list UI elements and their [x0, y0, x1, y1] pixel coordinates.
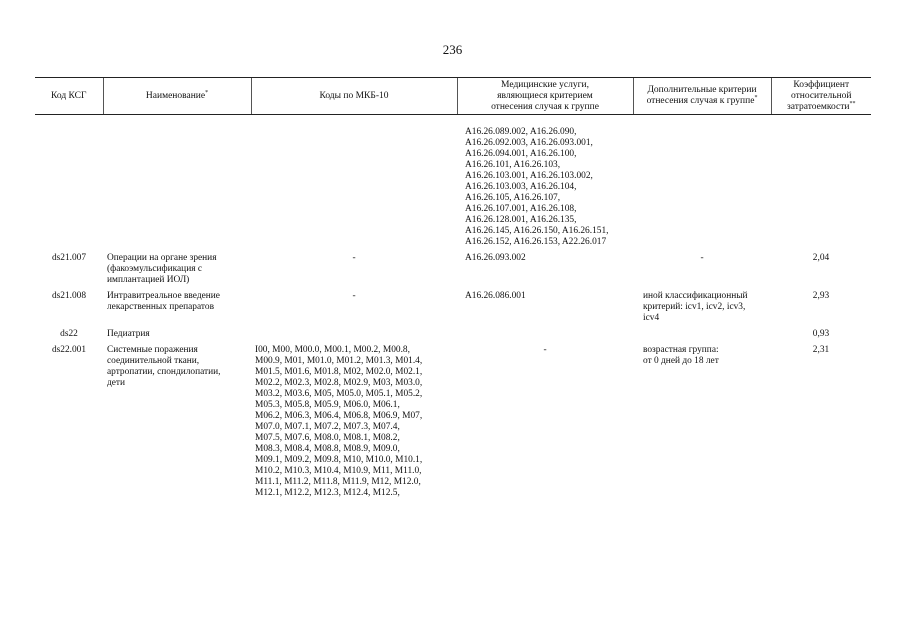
cell-extra: [633, 248, 771, 286]
cell-services: [457, 115, 633, 249]
cell-name-line: Интравитреальное введение: [107, 291, 220, 301]
header-extra: [633, 78, 771, 115]
table-body: [35, 115, 871, 500]
cell-name-line: (факоэмульсификация с: [107, 264, 203, 274]
cell-coef: 2,93: [812, 291, 830, 301]
cell-extra-line: icv4: [643, 313, 660, 323]
cell-name: [103, 286, 251, 324]
table-row: [35, 115, 871, 249]
footnote-mark: *: [754, 94, 758, 101]
cell-mkb-line: M01.5, M01.6, M01.8, M02, M02.0, M02.1,: [255, 367, 423, 377]
cell-extra: [633, 115, 771, 249]
cell-coef: 2,04: [812, 253, 830, 263]
cell-name-line: Системные поражения: [107, 345, 198, 355]
cell-name: [103, 340, 251, 499]
cell-extra-line: иной классификационный: [643, 291, 748, 301]
cell-coef: [771, 115, 871, 249]
cell-name-line: Педиатрия: [107, 329, 150, 339]
header-coef-line: затратоемкости**: [787, 100, 856, 112]
cell-extra: [633, 340, 771, 499]
cell-services: [457, 324, 633, 340]
footnote-mark: **: [849, 100, 856, 107]
cell-code: ds21.007: [51, 253, 87, 263]
header-services-line: являющиеся критерием: [497, 90, 593, 101]
cell-name: [103, 324, 251, 340]
ksg-table: [35, 77, 871, 499]
cell-extra: [633, 324, 771, 340]
cell-mkb-line: M11.1, M11.2, M11.8, M11.9, M12, M12.0,: [255, 477, 421, 487]
cell-extra-line: от 0 дней до 18 лет: [643, 356, 719, 366]
cell-services-line: A16.26.103.003, A16.26.104,: [465, 182, 577, 192]
cell-services-line: A16.26.093.002: [465, 253, 526, 263]
cell-coef: 2,31: [812, 345, 830, 355]
cell-services-line: A16.26.103.001, A16.26.103.002,: [465, 171, 593, 181]
cell-code: ds22: [60, 329, 78, 339]
cell-services: [457, 286, 633, 324]
cell-mkb-line: M10.2, M10.3, M10.4, M10.9, M11, M11.0,: [255, 466, 422, 476]
cell-mkb: [251, 286, 457, 324]
page-number: 236: [442, 42, 463, 57]
cell-extra-line: возрастная группа:: [643, 345, 719, 355]
cell-services-line: A16.26.086.001: [465, 291, 526, 301]
header-mkb: Коды по МКБ-10: [251, 78, 457, 115]
cell-extra-line: -: [700, 253, 704, 263]
cell-services: [457, 248, 633, 286]
cell-mkb-line: -: [352, 291, 356, 301]
cell-mkb-line: M03.2, M03.6, M05, M05.0, M05.1, M05.2,: [255, 389, 423, 399]
cell-services-line: A16.26.094.001, A16.26.100,: [465, 149, 577, 159]
cell-services-line: -: [543, 345, 547, 355]
cell-extra-line: критерий: icv1, icv2, icv3,: [643, 302, 746, 312]
cell-mkb-line: M09.1, M09.2, M09.8, M10, M10.0, M10.1,: [255, 455, 423, 465]
cell-services: [457, 340, 633, 499]
cell-services-line: A16.26.107.001, A16.26.108,: [465, 204, 577, 214]
table-header-row: [35, 78, 871, 115]
cell-code: ds22.001: [51, 345, 87, 355]
cell-services-line: A16.26.089.002, A16.26.090,: [465, 127, 577, 137]
header-code: Код КСГ: [35, 78, 103, 115]
header-coef: [771, 78, 871, 115]
cell-name-line: дети: [107, 378, 126, 388]
cell-name-line: имплантацией ИОЛ): [107, 275, 190, 285]
cell-mkb-line: M00.9, M01, M01.0, M01.2, M01.3, M01.4,: [255, 356, 423, 366]
header-services-line: отнесения случая к группе: [491, 101, 599, 112]
cell-extra: [633, 286, 771, 324]
cell-mkb-line: M06.2, M06.3, M06.4, M06.8, M06.9, M07,: [255, 411, 423, 421]
cell-mkb-line: M02.2, M02.3, M02.8, M02.9, M03, M03.0,: [255, 378, 423, 388]
cell-name-line: Операции на органе зрения: [107, 253, 217, 263]
cell-mkb-line: M05.3, M05.8, M05.9, M06.0, M06.1,: [255, 400, 400, 410]
header-name: Наименование*: [103, 78, 251, 115]
cell-mkb-line: M07.5, M07.6, M08.0, M08.1, M08.2,: [255, 433, 400, 443]
cell-services-line: A16.26.128.001, A16.26.135,: [465, 215, 577, 225]
cell-mkb-line: I00, M00, M00.0, M00.1, M00.2, M00.8,: [255, 345, 410, 355]
cell-name-line: соединительной ткани,: [107, 356, 200, 366]
cell-mkb-line: M12.1, M12.2, M12.3, M12.4, M12.5,: [255, 488, 400, 498]
cell-coef: 0,93: [812, 329, 830, 339]
table-row: [35, 286, 871, 324]
cell-name-line: лекарственных препаратов: [107, 302, 214, 312]
header-coef-line: относительной: [790, 90, 852, 101]
table-row: [35, 340, 871, 499]
cell-name-line: артропатии, спондилопатии,: [107, 367, 221, 377]
cell-name: [103, 115, 251, 249]
cell-services-line: A16.26.092.003, A16.26.093.001,: [465, 138, 593, 148]
cell-services-line: A16.26.145, A16.26.150, A16.26.151,: [465, 226, 609, 236]
cell-code: ds21.008: [51, 291, 87, 301]
cell-mkb-line: M08.3, M08.4, M08.8, M08.9, M09.0,: [255, 444, 400, 454]
cell-mkb: [251, 324, 457, 340]
cell-name: [103, 248, 251, 286]
cell-code: [35, 115, 103, 249]
cell-mkb: [251, 340, 457, 499]
header-coef-line: Коэффициент: [793, 79, 850, 90]
cell-mkb-line: -: [352, 253, 356, 263]
header-extra-line: Дополнительные критерии: [647, 85, 757, 95]
cell-services-line: A16.26.105, A16.26.107,: [465, 193, 561, 203]
cell-mkb: [251, 248, 457, 286]
header-extra-line: отнесения случая к группе*: [646, 94, 758, 106]
cell-services-line: A16.26.152, A16.26.153, A22.26.017: [465, 237, 607, 247]
cell-mkb-line: M07.0, M07.1, M07.2, M07.3, M07.4,: [255, 422, 400, 432]
header-services: [457, 78, 633, 115]
table-row: [35, 324, 871, 340]
table-row: [35, 248, 871, 286]
cell-mkb: [251, 115, 457, 249]
cell-services-line: A16.26.101, A16.26.103,: [465, 160, 561, 170]
header-services-line: Медицинские услуги,: [501, 79, 589, 90]
